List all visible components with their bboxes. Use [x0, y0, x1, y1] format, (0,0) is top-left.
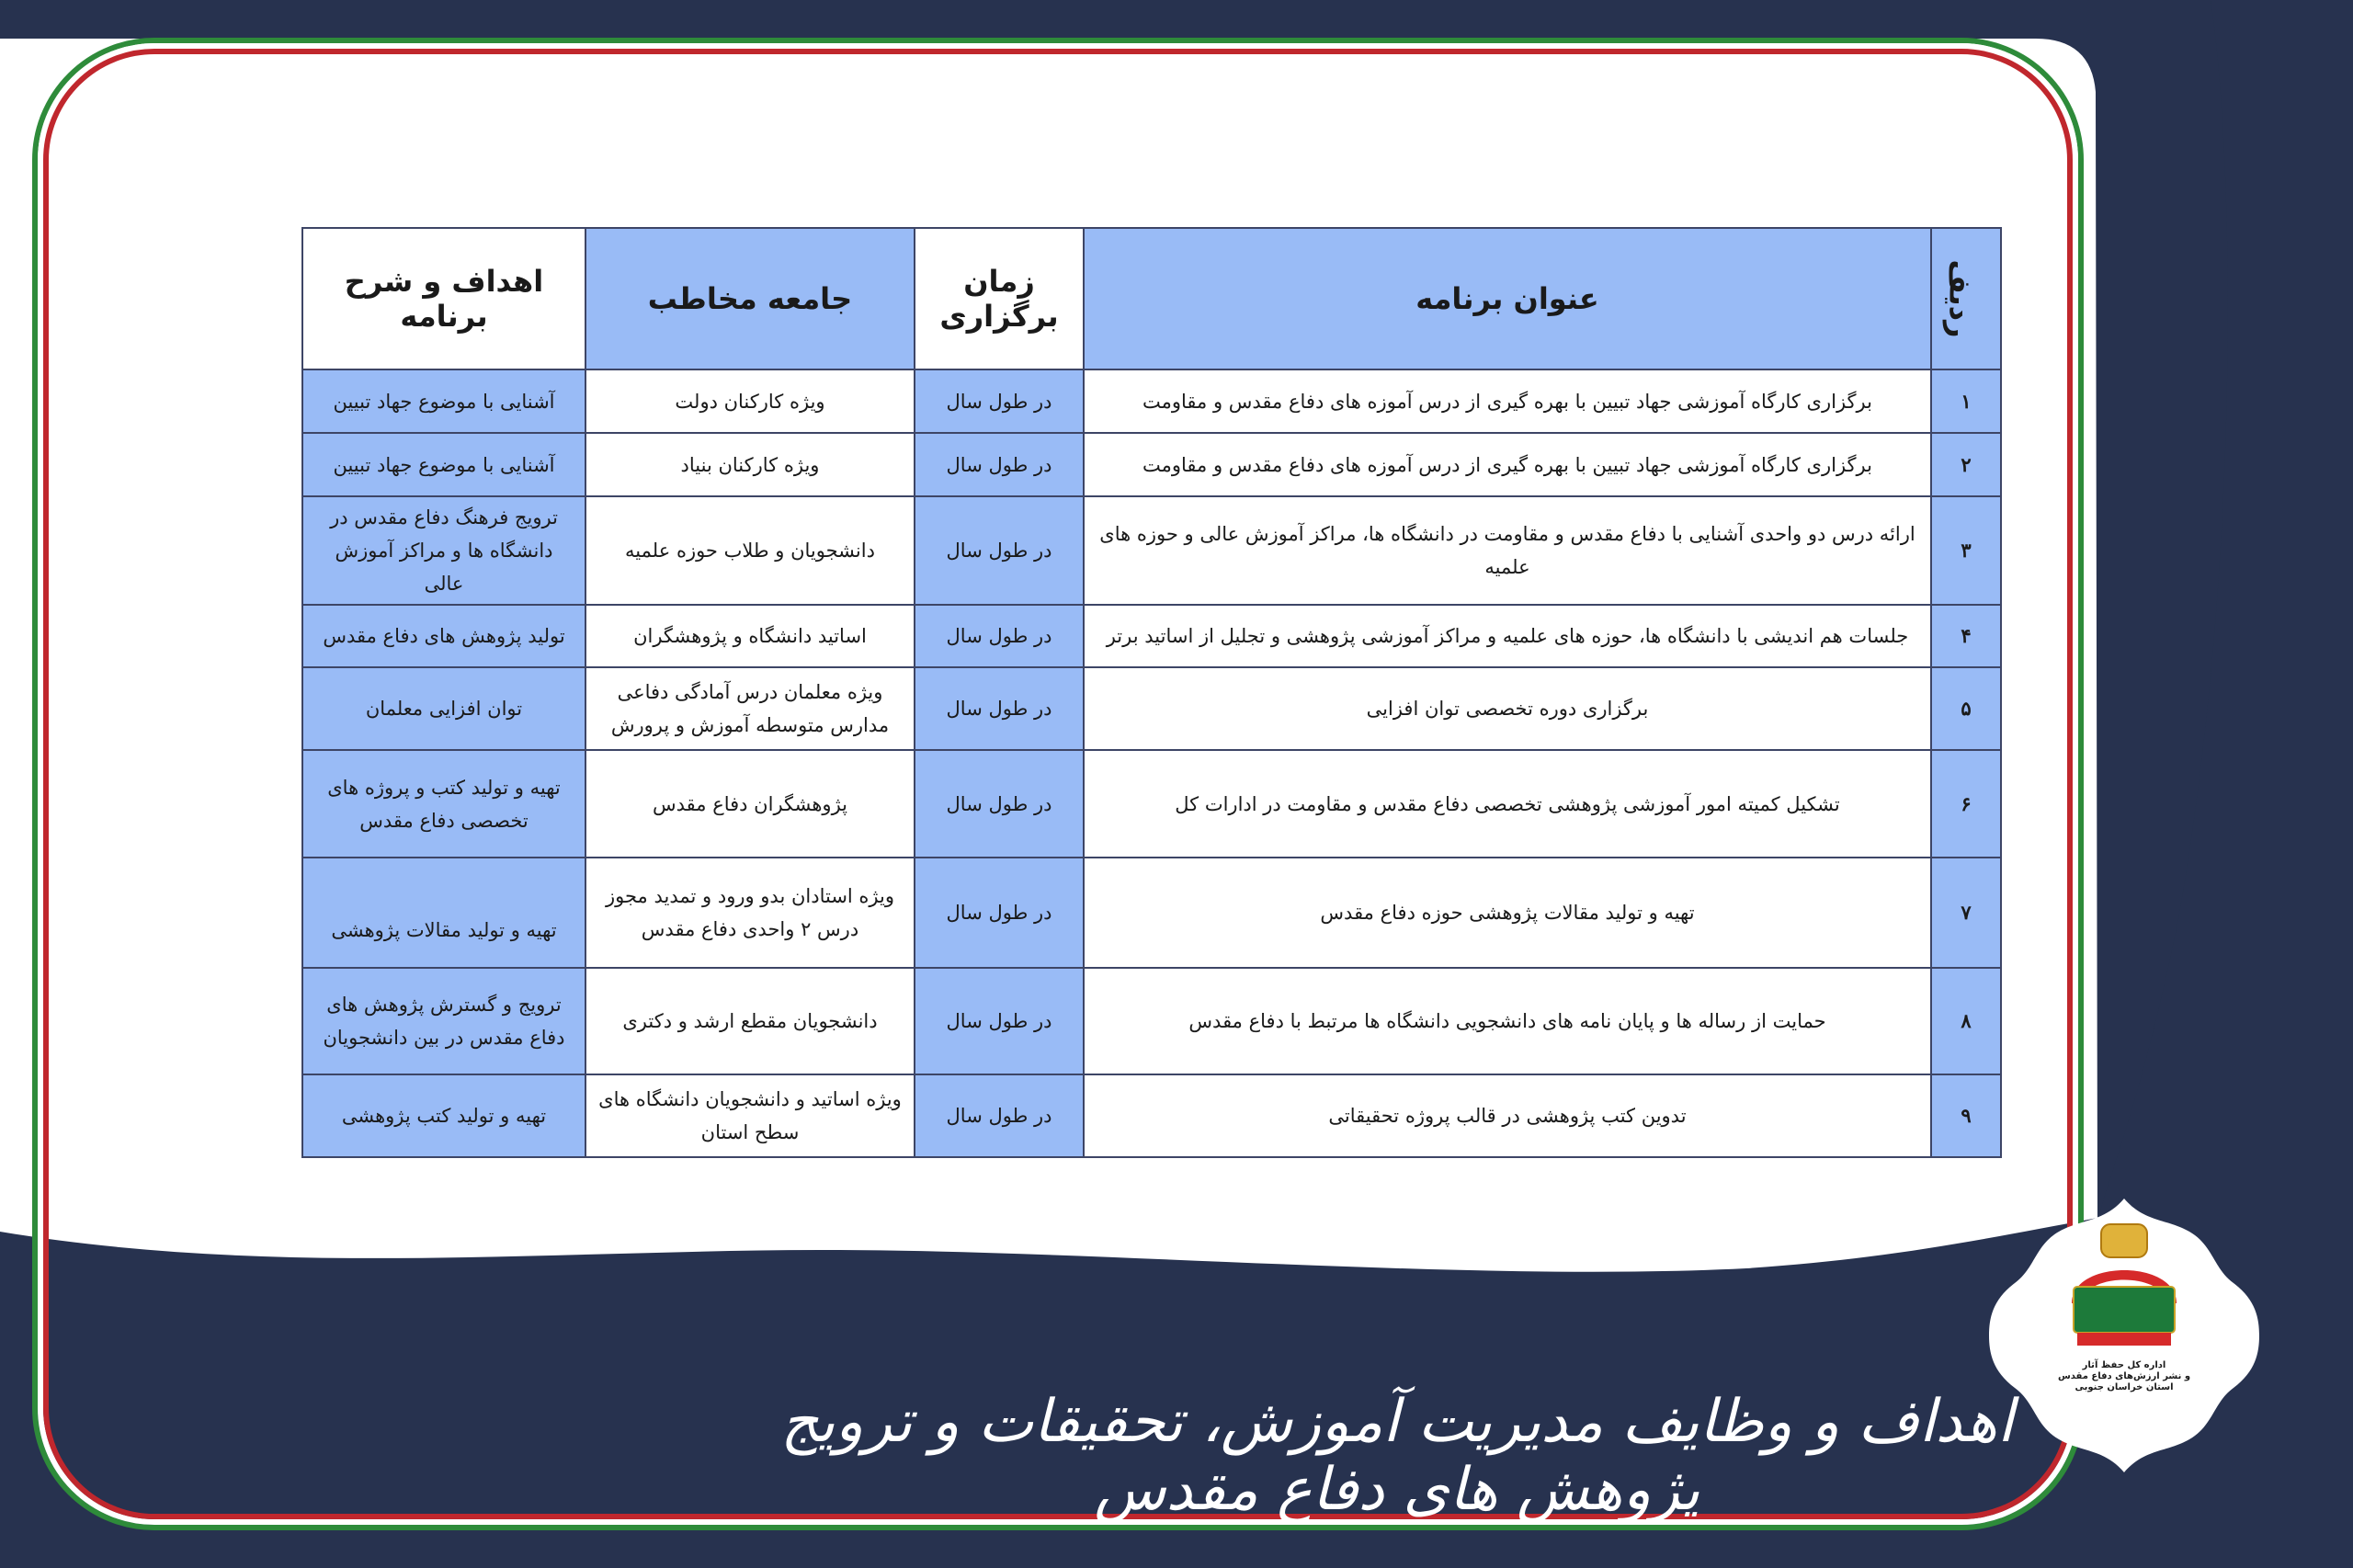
emblem-green-banner-icon — [2074, 1287, 2175, 1333]
logo-caption-line3: استان خراسان جنوبی — [2075, 1382, 2174, 1392]
cell-time: در طول سال — [915, 858, 1084, 968]
table-row — [302, 667, 2001, 750]
header-row-number-label: ردیف — [1942, 259, 1978, 338]
header-goals: اهداف و شرح برنامه — [302, 228, 585, 369]
cell-program-title: تدوین کتب پژوهشی در قالب پروژه تحقیقاتی — [1084, 1074, 1931, 1157]
cell-row-number: ۱ — [1931, 369, 2001, 433]
cell-goals: تهیه و تولید مقالات پژوهشی — [302, 858, 585, 968]
logo-badge-shape — [1984, 1195, 2265, 1476]
table-row — [302, 369, 2001, 433]
program-table-container — [301, 227, 2000, 1158]
table-row — [302, 750, 2001, 858]
cell-goals: آشنایی با موضوع جهاد تبیین — [302, 369, 585, 433]
cell-program-title: تهیه و تولید مقالات پژوهشی حوزه دفاع مقدس — [1084, 858, 1931, 968]
table-row — [302, 605, 2001, 667]
cell-audience: دانشجویان و طلاب حوزه علمیه — [585, 496, 915, 605]
cell-program-title: برگزاری دوره تخصصی توان افزایی — [1084, 667, 1931, 750]
cell-time: در طول سال — [915, 433, 1084, 496]
cell-program-title: برگزاری کارگاه آموزشی جهاد تبیین با بهره گیری از درس آموزه های دفاع مقدس و مقاومت — [1084, 369, 1931, 433]
cell-time: در طول سال — [915, 750, 1084, 858]
logo-caption-line1: اداره کل حفظ آثار — [2082, 1360, 2166, 1370]
cell-audience: ویژه کارکنان بنیاد — [585, 433, 915, 496]
table-row — [302, 968, 2001, 1074]
header-audience: جامعه مخاطب — [585, 228, 915, 369]
cell-goals: تهیه و تولید کتب و پروژه های تخصصی دفاع مقدس — [302, 750, 585, 858]
cell-row-number: ۹ — [1931, 1074, 2001, 1157]
cell-row-number: ۲ — [1931, 433, 2001, 496]
logo-caption — [2048, 1360, 2200, 1393]
header-row-number — [1931, 228, 2001, 369]
cell-audience: دانشجویان مقطع ارشد و دکتری — [585, 968, 915, 1074]
cell-program-title: حمایت از رساله ها و پایان نامه های دانشجویی دانشگاه ها مرتبط با دفاع مقدس — [1084, 968, 1931, 1074]
cell-audience: ویژه کارکنان دولت — [585, 369, 915, 433]
cell-time: در طول سال — [915, 605, 1084, 667]
cell-audience: پژوهشگران دفاع مقدس — [585, 750, 915, 858]
cell-goals: آشنایی با موضوع جهاد تبیین — [302, 433, 585, 496]
cell-audience: ویژه معلمان درس آمادگی دفاعی مدارس متوسطه آموزش و پرورش — [585, 667, 915, 750]
cell-goals: تولید پژوهش های دفاع مقدس — [302, 605, 585, 667]
right-navy-sweep — [2097, 0, 2353, 1222]
organization-logo — [1984, 1195, 2265, 1476]
table-header-row — [302, 228, 2001, 369]
cell-row-number: ۵ — [1931, 667, 2001, 750]
cell-program-title: برگزاری کارگاه آموزشی جهاد تبیین با بهره گیری از درس آموزه های دفاع مقدس و مقاومت — [1084, 433, 1931, 496]
cell-goals: توان افزایی معلمان — [302, 667, 585, 750]
cell-goals: ترویج فرهنگ دفاع مقدس در دانشگاه ها و مراکز آموزش عالی — [302, 496, 585, 605]
cell-goals: تهیه و تولید کتب پژوهشی — [302, 1074, 585, 1157]
cell-time: در طول سال — [915, 369, 1084, 433]
program-table — [301, 227, 2002, 1158]
table-row — [302, 496, 2001, 605]
cell-program-title: ارائه درس دو واحدی آشنایی با دفاع مقدس و مقاومت در دانشگاه ها، مراکز آموزش عالی و حوزه های علمیه — [1084, 496, 1931, 605]
cell-program-title: تشکیل کمیته امور آموزشی پژوهشی تخصصی دفاع مقدس و مقاومت در ادارات کل — [1084, 750, 1931, 858]
cell-row-number: ۳ — [1931, 496, 2001, 605]
header-time: زمان برگزاری — [915, 228, 1084, 369]
table-row — [302, 433, 2001, 496]
cell-program-title: جلسات هم اندیشی با دانشگاه ها، حوزه های علمیه و مراکز آموزشی پژوهشی و تجلیل از اساتید برتر — [1084, 605, 1931, 667]
table-row — [302, 858, 2001, 968]
table-row — [302, 1074, 2001, 1157]
cell-row-number: ۴ — [1931, 605, 2001, 667]
cell-row-number: ۶ — [1931, 750, 2001, 858]
cell-audience: اساتید دانشگاه و پژوهشگران — [585, 605, 915, 667]
cell-audience: ویژه اساتید و دانشجویان دانشگاه های سطح استان — [585, 1074, 915, 1157]
cell-time: در طول سال — [915, 968, 1084, 1074]
page-title: اهداف و وظایف مدیریت آموزش، تحقیقات و ترویج پژوهش های دفاع مقدس — [780, 1388, 2014, 1524]
header-program-title: عنوان برنامه — [1084, 228, 1931, 369]
cell-audience: ویژه استادان بدو ورود و تمدید مجوز درس ۲ واحدی دفاع مقدس — [585, 858, 915, 968]
fist-icon — [2101, 1224, 2147, 1257]
cell-time: در طول سال — [915, 667, 1084, 750]
cell-time: در طول سال — [915, 496, 1084, 605]
table-body — [302, 369, 2001, 1157]
logo-caption-line2: و نشر ارزش‌های دفاع مقدس — [2057, 1371, 2191, 1381]
cell-goals: ترویج و گسترش پژوهش های دفاع مقدس در بین دانشجویان — [302, 968, 585, 1074]
cell-time: در طول سال — [915, 1074, 1084, 1157]
cell-row-number: ۸ — [1931, 968, 2001, 1074]
cell-row-number: ۷ — [1931, 858, 2001, 968]
